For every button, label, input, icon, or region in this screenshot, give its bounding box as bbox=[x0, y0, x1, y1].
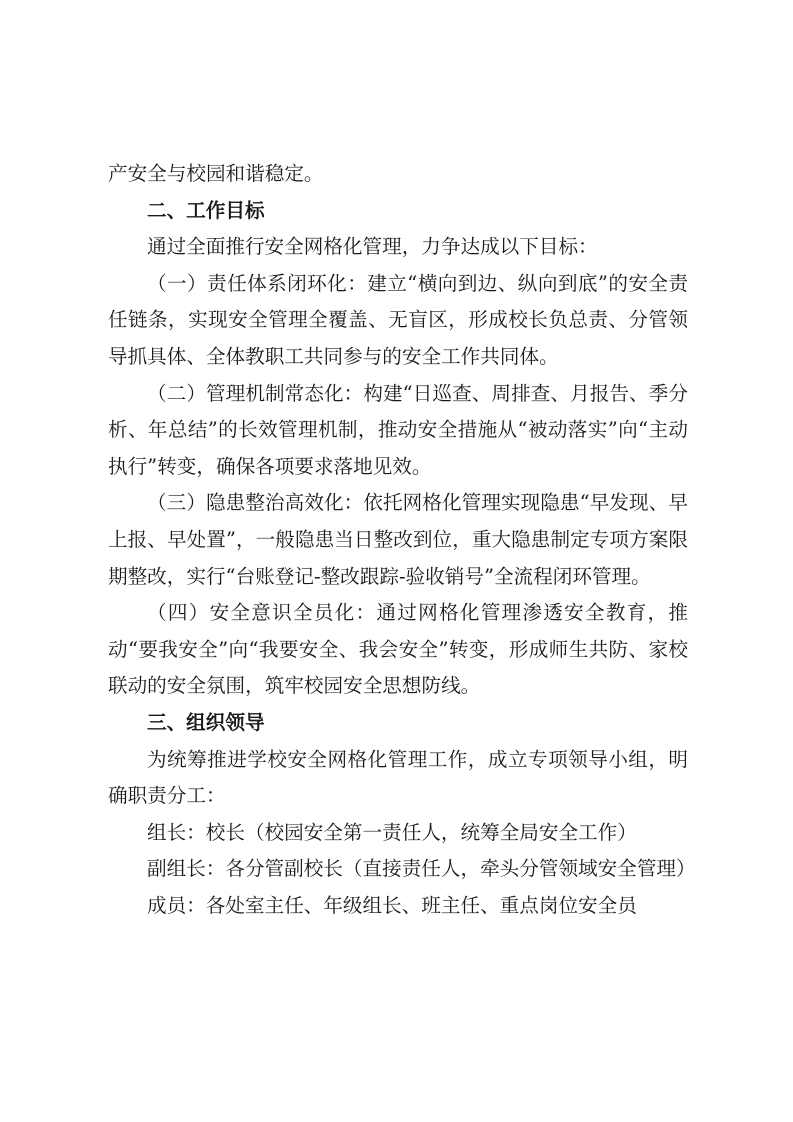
deputy-leader-line: 副组长：各分管副校长（直接责任人，牵头分管领域安全管理） bbox=[147, 857, 696, 881]
goal-item: （二）管理机制常态化：构建“日巡查、周排查、月报告、季分析、年总结”的长效管理机制，推动安全措施从“被动落实”向“主动执行”转变，确保各项要求落地见效。 bbox=[108, 381, 688, 478]
leadership-lead-paragraph: 为统筹推进学校安全网格化管理工作，成立专项领导小组，明确职责分工： bbox=[108, 747, 688, 808]
goal-item: （四）安全意识全员化：通过网格化管理渗透安全教育，推动“要我安全”向“我要安全、我会安全”转变，形成师生共防、家校联动的安全氛围，筑牢校园安全思想防线。 bbox=[108, 601, 688, 698]
team-leader-line: 组长：校长（校园安全第一责任人，统筹全局安全工作） bbox=[147, 820, 637, 844]
team-members-line: 成员：各处室主任、年级组长、班主任、重点岗位安全员 bbox=[147, 893, 637, 917]
goal-item: （一）责任体系闭环化：建立“横向到边、纵向到底”的安全责任链条，实现安全管理全覆盖、无盲区，形成校长负总责、分管领导抓具体、全体教职工共同参与的安全工作共同体。 bbox=[108, 271, 688, 368]
goal-item: （三）隐患整治高效化：依托网格化管理实现隐患“早发现、早上报、早处置”，一般隐患当日整改到位，重大隐患制定专项方案限期整改，实行“台账登记-整改跟踪-验收销号”全流程闭环管理。 bbox=[108, 491, 688, 588]
goals-lead-paragraph: 通过全面推行安全网格化管理，力争达成以下目标： bbox=[147, 235, 598, 259]
section-heading-goals: 二、工作目标 bbox=[147, 198, 265, 222]
intro-tail-paragraph: 产安全与校园和谐稳定。 bbox=[108, 162, 324, 185]
section-heading-leadership: 三、组织领导 bbox=[147, 710, 265, 734]
document-body bbox=[108, 156, 696, 924]
